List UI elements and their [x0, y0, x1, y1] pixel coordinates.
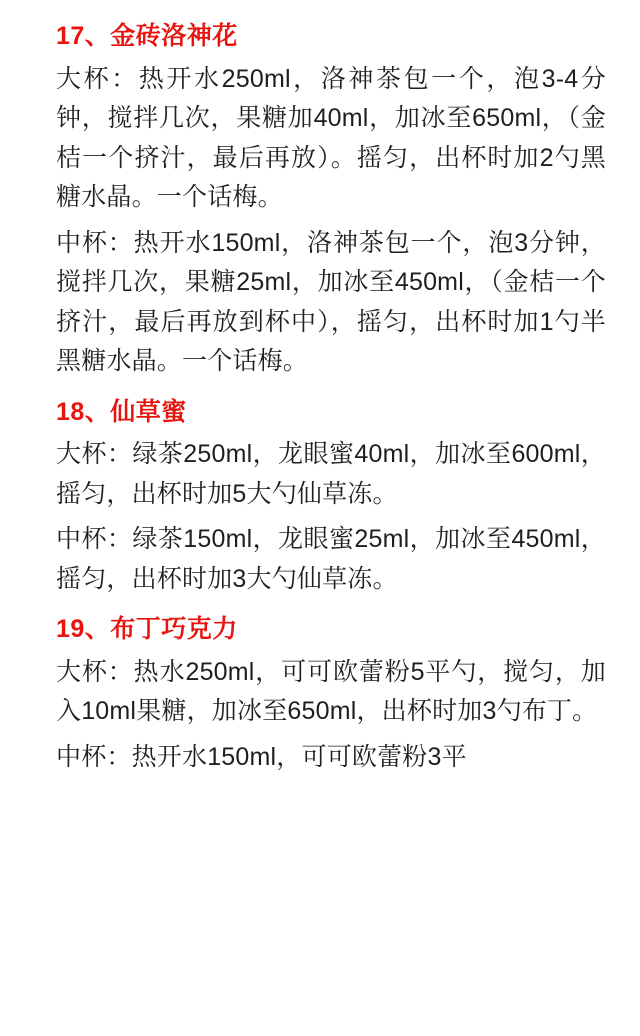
recipe-section-17 [56, 18, 606, 382]
recipe-section-19 [56, 611, 606, 777]
recipe-19-medium-cup: 中杯：热开水150ml，可可欧蕾粉3平 [56, 742, 467, 771]
recipe-19-large-cup: 大杯：热水250ml，可可欧蕾粉5平勺，搅匀，加入10ml果糖，加冰至650ml，出杯时加3勺布丁。 [56, 657, 606, 725]
recipe-18-large-cup: 大杯：绿茶250ml，龙眼蜜40ml，加冰至600ml，摇匀，出杯时加5大勺仙草冻。 [56, 440, 606, 508]
recipe-18-medium-cup: 中杯：绿茶150ml，龙眼蜜25ml，加冰至450ml，摇匀，出杯时加3大勺仙草冻。 [56, 525, 606, 593]
recipe-17-medium-cup: 中杯：热开水150ml，洛神茶包一个，泡3分钟，搅拌几次，果糖25ml，加冰至450ml，（金桔一个挤汁，最后再放到杯中），摇匀，出杯时加1勺半黑糖水晶。一个话梅。 [56, 228, 606, 375]
recipe-section-18 [56, 394, 606, 600]
recipe-title-18: 18、仙草蜜 [56, 397, 187, 426]
recipe-title-17: 17、金砖洛神花 [56, 22, 238, 50]
recipe-17-large-cup: 大杯：热开水250ml，洛神茶包一个，泡3-4分钟，搅拌几次，果糖加40ml，加冰至650ml，（金桔一个挤汁，最后再放）。摇匀，出杯时加2勺黑糖水晶。一个话梅。 [56, 64, 606, 211]
recipe-title-19: 19、布丁巧克力 [56, 615, 238, 643]
